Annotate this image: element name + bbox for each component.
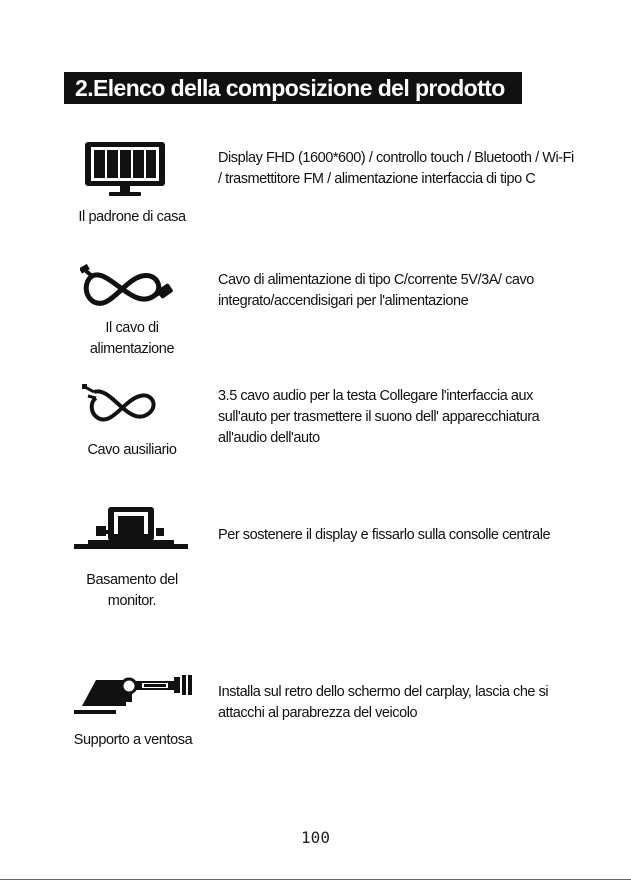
monitor-icon: [82, 140, 168, 198]
suction-mount-icon: [72, 672, 198, 720]
power-cable-icon: [80, 262, 176, 314]
item-label-monitor: Il padrone di casa: [78, 209, 186, 225]
item-label-aux-cable: Cavo ausiliario: [87, 442, 177, 458]
item-label-suction-mount: Supporto a ventosa: [73, 732, 193, 748]
page-number: 100: [301, 828, 330, 847]
item-description-power-cable: Cavo di alimentazione di tipo C/corrente 5V/3A/ cavo integrato/accendisigari per l'alimentazione: [218, 272, 534, 309]
item-label-power-cable: Il cavo di alimentazione: [89, 320, 175, 357]
section-title-bar: [64, 72, 522, 104]
bottom-divider: [0, 879, 631, 880]
item-label-monitor-base: Basamento del monitor.: [86, 572, 178, 609]
monitor-base-icon: [70, 504, 192, 554]
aux-cable-icon: [82, 382, 164, 428]
item-description-suction-mount: Installa sul retro dello schermo del carplay, lascia che si attacchi al parabrezza del veicolo: [218, 684, 549, 721]
item-description-monitor: Display FHD (1600*600) / controllo touch / Bluetooth / Wi-Fi / trasmettitore FM / alimentazione interfaccia di tipo C: [218, 150, 574, 187]
item-description-monitor-base: Per sostenere il display e fissarlo sulla consolle centrale: [218, 527, 551, 543]
section-title: 2.Elenco della composizione del prodotto: [75, 75, 505, 101]
item-description-aux-cable: 3.5 cavo audio per la testa Collegare l'interfaccia aux sull'auto per trasmettere il suono dell' apparecchiatura all'audio dell'auto: [218, 388, 540, 446]
